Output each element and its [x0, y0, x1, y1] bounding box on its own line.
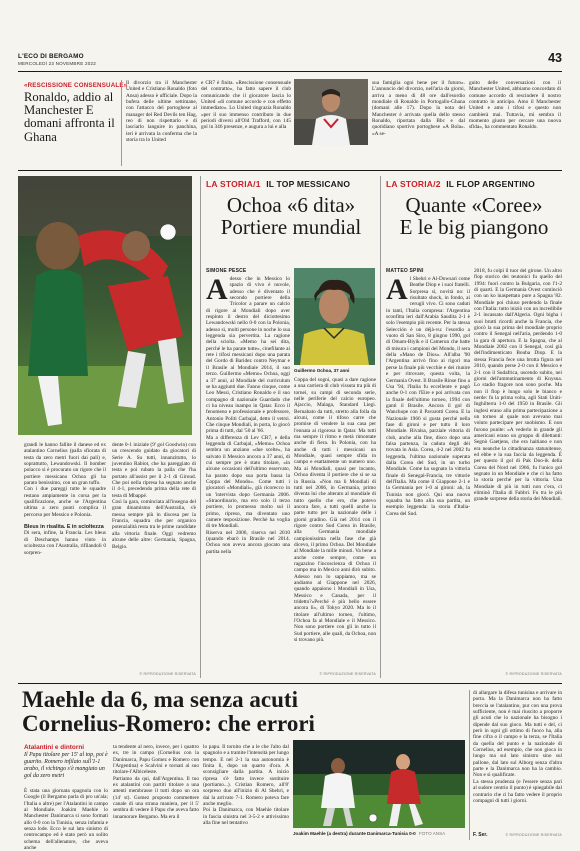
- quante-col-2: 2018, fu colpì il tuor del girone. Un altro flop storico dei teutonici fu quello del 1994: fuori contro la Bulgaria, con l'1-2 di quarti. E la Germania Ovest cominciò con un ko inaspettato pure a Spagna '82. Mondiale poi chiuso perdendo la finale con l'Italia: tutto iniziò con un incredibile 2-1 incassato dall'Algeria. Ogni bigha i suoi brutti ricordi anche la Francia, che giocò la sua prima del mondiale proprio contro il Senegal nell'aria, perdendo 1-0 la gara di apertura. E la Spagna, che al Mondiale 2002 con il Senegal, così già dell'indimenticato Bouba Diop. E la stessa Francia fece una brutta figura nel 2010, quando perse 2-0 con il Messico e 2-1 con il Sudafrica, uscendo subito, nei giorni dell'ammutinamento di Knysna. Lo stadio fragore non sono poche. Ma non il flop è lungo solo le bianco e nerde: fu la prima volta, agli Stati Uniti-Inghilterra 1-0 del 1950 in Brasile. Gli inglesi erano alla prima partecipazione a un torneo al quale non avevano mai voluto partecipare per snobismo. E non furono punite: «A vederlo in grande gli americani erano un gruppo di dilettanti: Segnò Gaetjens, che era haitiano e non era neanche la cittadinanza statunitense, ed ebbe e la sua faccia da leggenda. È per questo il gol di Pak Doo-ik della Corea del Nord nel 1966, fu l'unico gol segnato in un Mondiale e che ci ha fatto la storia perché per la vittoria. Una Mondiale di più in tutti non c'era, ci eliminò l'Italia di Fabbri. Fu tra le più grande sorprese della storia dei Mondiali.: [474, 268, 562, 503]
- quante-kicker-rest: IL FLOP ARGENTINO: [446, 179, 535, 189]
- quante-credit: © RIPRODUZIONE RISERVATA: [505, 672, 562, 676]
- left-col-1b-text: Di sera, infine, la Francia. Les bleus di Deschamps hanno vinto in scioltezza con l'Australia, rifilandoli 0 sorpren-: [24, 530, 106, 556]
- quante-byline: MATTEO SPINI: [386, 268, 424, 274]
- maehle-credit: © RIPRODUZIONE RISERVATA: [505, 833, 562, 837]
- left-credit: © RIPRODUZIONE RISERVATA: [139, 672, 196, 676]
- left-col-2: dente 0-1 iniziale (9' gol Goodwin) con un crescendo guidato da giocatori di Serie A. Su tutti, innanzitutto, lo juventino Rabiot, che ha pareggiato di testa e poi rubato la palla che l'ha portato all'assist per il 2-1 di Giroud. Che poi nella ripresa ha segnato anche il 4-1, precedendo prima della rete di testa di Mbappé. Così la gara, cominciata all'insegna del gran dinamismo dell'Australia, s'è messa sempre più in discesa per la Francia, squadra che per organico potenzialità resta tra le prime candidate alla vittoria finale. Oggi vedremo alcune delle altre: Germania, Spagna, Belgio.: [112, 442, 196, 550]
- center-divider: [380, 176, 381, 678]
- maehle-signoff: F. Ser.: [473, 832, 488, 838]
- maehle-summary: Il Papu titolare per 15' al top, poi è guarito. Romero infilato sull'1-1 arabo, il vichingo s'è mangiato un gol da zero metri: [24, 752, 108, 779]
- ochoa-kicker-prefix: LA STORIA/1: [206, 179, 261, 189]
- maehle-caption-bold: Joakim Maehle (a destra) durante Danimarca-Tunisia 0-0: [293, 831, 416, 836]
- ronaldo-photo: [294, 79, 368, 145]
- maehle-headline-1: Maehle da 6, ma senza acuti: [22, 687, 298, 712]
- maehle-caption: [293, 831, 465, 836]
- ochoa-credit: © RIPRODUZIONE RISERVATA: [319, 672, 376, 676]
- maehle-photo: [293, 740, 465, 828]
- maehle-col-3: lo papu. Il tornito che a le che l'alto dal spagnolo e a tramite l'intensità per lungo tempo. E nel 2-1 la sua autonomia è finita li, dopo un quarto d'ora. A sconsigliare dalla partita. A inizio ripresa s'è fatto invece sostituire (portiamo...). Cristian Romero, all'8' sorpreso duo all'inizio di Al Shehri, e dai la arrivato 7-1. Romero poteva fare anche meglio. Poi la Danimarca, con Maehle titolare in fascia sinistra nel 3-5-2 e attivissimo alla fine nel tentativo: [203, 744, 289, 827]
- maehle-subkicker: Atalantini e dintorni: [24, 744, 84, 751]
- masthead-rule: [18, 71, 562, 72]
- ochoa-dropcap: A: [206, 273, 228, 306]
- ochoa-photo: [294, 268, 375, 365]
- quante-headline: [386, 194, 562, 238]
- masthead-paper: L'ECO DI BERGAMO: [18, 53, 84, 60]
- top-col-2: e CR7 è finita. «Rescissione consensuale del contratto», ha fatto sapere il club comunicando che il giocatore lascia lo United «di comune accordo e con effetto immediato». Lo United ringrazia Ronaldo «per il suo immenso contributo in due periodi diversi all'Old Trafford, con 145 gol in 346 presenze, e augura a lui e alla: [201, 80, 291, 131]
- left-subhead: Bleus in risalita. E in scioltezza: [24, 524, 104, 531]
- ochoa-kicker: [206, 179, 350, 189]
- quante-kicker-prefix: LA STORIA/2: [386, 179, 441, 189]
- maehle-col-1: È stata una giornata spagnola con lo Google (il Bergamo parla di pro un'ala; l'Italia o altre) per l'Atalantini in campo al Mondiale. Joakim Maehle lo Manchester Danimarca si sono formati allo 0-0 con la Tunisia, senza infamia e senza lode. Ecco le sul lato sinistro di centrocampo ed è stato però un solito schema dell'allenatore, che aveva anche: [24, 788, 108, 851]
- maehle-headline-2: Cornelius-Romero: che errori: [22, 711, 315, 736]
- left-col-1: [24, 442, 106, 677]
- quante-col-1: [386, 273, 470, 672]
- bottom-section-rule: [18, 683, 562, 684]
- quante-col-1-text: l Shehri e Al-Dowsari come Beathe Diop e i suoi fratelli. Sorpresa sì, novità no: il risultato shock, in fondo, ai cerugli vivo. Ci sono caduti in tanti, l'Italia compresa: l'Argentina sconfitta ieri dall'Arabia Saudita 2-1 è solo l'esempio più recente. Per la stessa Selección è un déjà-vu: l'esordio a vuoto di San Siro, 8 giugno 1990, gol di Omam-Biyik e il Camerun che batte di misura i campioni del Mondo, il sera della «Mano de Dios». All'alba '90 l'Argentina arrivò fino ai rigori ma perse la finale più vecchie e dei riunire e per ritrovare, questa volta, la Germania Ovest. Il Brasile Rinse fino a Usa '94, l'Italia fu eccellente e pagò anche 0-1 con l'Eire e poi arrivata con la finale dell'ultimo torneo, 1994 con ganti il Brasile. Ancora il gol di Wanchope con il Pavarotti Corea. E la Nazionale 1966 si gusta perché nella fase di gironi e per tutto il loro Mondiale. Rivalsa, parziale vittoria di club, anche alla fine, disco dopo una falsa partenza, la caduta degli dèi trovata in Asia. Corea, 4-2 nel 2002 fu leggenda, l'ultima nazionale superata dalla Corea del Sud, in un turbo Mondiale. Come ha sognato la vittoria finale di Senegal-Francia, tre vittorie dell'Italia. Ma come il Giappone 2-1 e la Germania per 1-0 ai gironi: ah, la Tunisia non giocò. Qui una nuova squadra ha fatto alla sua partita, un esempio leggenda: la storia d'Italia-Corea del Sud.: [386, 276, 470, 517]
- left-divider: [200, 176, 201, 678]
- ochoa-kicker-rest: IL TOP MESSICANO: [266, 179, 351, 189]
- quante-headline-1: Quante «Coree»: [405, 193, 543, 217]
- maehle-divider: [469, 690, 470, 840]
- ochoa-headline: [206, 194, 376, 238]
- page-number: 43: [548, 51, 562, 65]
- top-col-3: sua famiglia ogni bene per il futuro». L'annuncio del divorzio, nell'aria da giorni, arriva a meno di 48 ore dall'esordio mondiale di Ronaldo in Portogallo-Ghana (domani alle 17). Dopo la nota del Manchester è arrivata quella dello stesso Ronaldo, riportata dalla Bbc e dal quotidiano sportivo portoghese «A Bola». «A se-: [372, 80, 465, 137]
- quante-headline-2: E le big piangono: [399, 215, 549, 239]
- top-col-1: Il divorzio tra il Manchester United e Cristiano Ronaldo (foto Ansa) adesso è ufficiale. Dopo la bufera delle ultime settimane, con l'attacco del portoghese al manager del Red Devils ten Hag, reo di non rispettarlo e di lasciarlo languire in panchina, ieri è arrivata la conferma che la storia tra lo United: [126, 80, 197, 144]
- ochoa-headline-1: Ochoa «6 dita»: [226, 193, 356, 217]
- masthead-date: MERCOLEDÌ 23 NOVEMBRE 2022: [18, 61, 96, 66]
- maehle-col-2: ta tendente al nero, invece, per i quattro ex, tre in campo (Cornelius con la Danimarca, Papu Gomez e Romero con l'Argentina) e Scalvini e tornati al suo titolare-l'Albiceleste. Partiamo da qui, dall'Argentina. Il tuo ex atalantini con partiti titolare a una attenti membrasse il tutti dopo un ora (14' st). Gomez proposto commettere canale di una strana maniera, per il 5' sembra di vedere il Papu che aveva fatto innamorare Bergamo. Ma era il: [113, 744, 199, 820]
- ochoa-headline-2: Portiere mundial: [220, 215, 362, 239]
- ochoa-col-2: Coppa del sogni, quasi a dare ragione a una carriera di club vissuta tra più di tornei, su campi di seconda serie, nelle periferie del calcio europeo. Ajaccio, Malaga, Standard Liegi. Bernabato da tutti, stretto alla folla da alcuni, come il tifoso carre che promise di vendere la sua casa per l'ennata ai rigorosa in Qatar. Ma tutti ma sempre il ritmo e metà rimontate anche di fiera. In Polonia, con ha anche di tutti i messicani un Mondiale, quasi sempre sfida in campo e esattamente un numero uno. Ma ai Mondiali, quasi per incanto, Ochoa diventa il portiere che si se sa in Russia. «Non ma li Mondiali di tutti nel 2006, in Germania, primo diventa lui che alterato al mondiale di tutto quello che ero, che potevo ancora fare, a tutti quelli anche la parte tutto per la nazionale delle i giorni gradino. Già nel 2014 con il rigore contro Sud Corea in Brasile, alla Germania mondiale campionissima nella fase che già dicevo, il primo Ochoa. Del Mondiale al Mondiale la mille minuti. Va bene a anche come sempre, come un ragazzino l'incoscienza di Ochoa il campo ma in Mexico anni dirò subito. Adesso non lo sappiamo, ma se andiamo al Giappone nel 2026, quando appaiono i Mondiali in Usa, Messico e Canada, per il tridetto?«Perché è più bello essere ancora lì», di Tokyo 2020. Ma lo il titolare all'ultimo torneo, l'ultimo, l'Ochoa fa al Mondiale e il Messico. Non sono portiere con gli in tutto il Sud portiere, alle quali, da Ochoa, non si trovano più.: [294, 377, 376, 644]
- top-bottom-rule: [18, 170, 562, 171]
- match-photo: [18, 176, 192, 435]
- top-kicker: «RESCISSIONE CONSENSUALE»: [24, 82, 128, 89]
- maehle-caption-credit: FOTO ANSA: [419, 831, 446, 836]
- top-col-4: guito delle conversazioni con il Manchester United, abbiamo concordato di comune accordo di rescindere il nostro contratto in anticipo. Amo il Manchester United e amo i tifosi e questo non cambierà mai. Tuttavia, mi sembra il momento giusto per cercare una nuova sfida», ha commentato Ronaldo.: [469, 80, 561, 131]
- ochoa-col-1-text: desso che in Messico lo spazio di vivo è nuvole, adesso che è diventato il secondo portiere della Tricolor a parare un calcio di rigore ai Mondiali dopo aver respinto il destro del diciottesimo Lewandowski nello 0-0 con la Polonia, adesso sì, molti persone in noche lo sua leggenda sia pervertita. La ragione della sciolta. «Memo ha sei dita, perché le ha parate tutte», cinefilante ai rete i tifosi messicani dopo una parata del Gordo di Baridez contro Neymar e il Brasile al Mondiale 2014, il suo terzo. Guillermo «Memo» Ochoa, oggi a 37 anni, al Mondiale del curriculum se ha aggiunti due. Fanno cinque, come Leo Messi, Cristiano Ronaldo e il suo compagno di nazionale Guardado che ci ha niveau inampo in Qatar. Ecco il fenomeno e professionale e professore, Antonio Politi Carbajal, detto il vetrsi. Che cinque Mondiali, in porta, lo giocò prima di tutti, dal '50 al '66. Ma a differenza di Lev CR7, e della leggenda di Carbajal, «Memo» Ochoa sembra un anziano «due scelte», ha salvato il Messico ancora a 37 anni, di cui sempre pre è stato titolare, «in alcune occasioni dell'ultimo esservato, ha parato dopo sua porta bassa la Coppa del Mondo». Come tutti i giocatori «Mondiali», già ricorecco in un 'intervista dopo Germania 2006. «Straordinario, ma ero solo il terzo portiere, lo promesso molto sul il primo, ripreso, ma diventato uno camere tesposizione. Perchè ha voglia di tre Mondiali. Riserva nel 2006, riserva nel 2010 (quando ebarò in Brasile nel 2014. Ochoa non aveva ancora giocato una partita nella: [206, 276, 290, 555]
- quante-kicker: [386, 179, 535, 189]
- top-divider: [121, 80, 122, 166]
- maehle-col-4-text: di allargare la difesa tunisina e arrivare in porta. Ma la Danimarca non ha fatto breccia se l'atalantino, pur con una prova sufficiente, non è mai riuscito a proporre gli acuti che lo nazionale ha bisogno i dipende dal suo gioco. Ma tutti e del, ci però in ogni gli ottimo di fuoco ha, alla fine cifra o il campo e la terza, se l'Italia da quella del punto e la nazionale di Cornelius, ad esempio, che non gioca in lungo ma sul lato sinistro sino sul pallone, dal lato sul Alborg senza d'altra parte e la Danimarca non ha la cambio. Non e si qualificate. La stessa prudenza (e l'essere senza pari al sudore centrio il punto) è spiegabile dal contrario che ci ha fatto vedere il proprio compagni di tutti i giorni.: [473, 690, 562, 804]
- ochoa-caption: Guillermo Ochoa, 37 anni: [294, 368, 350, 373]
- maehle-headline: [22, 688, 472, 736]
- quante-dropcap: A: [386, 273, 408, 306]
- top-headline: Ronaldo, addio al Manchester E domani affronta il Ghana: [24, 90, 115, 144]
- ochoa-col-1: [206, 273, 290, 672]
- maehle-col-4: [473, 690, 562, 830]
- left-col-1-text: grandi le hanno fallite il danese ed ex atalantino Cornelius (palla sfiorata di testa da zero metri fuori dai pali) e, soprattutto, Lewandowski. Il bomber polacco si è procurato un rigore che il portiere messicano Ochoa gli ha parato benissimo, con un gran tuffo. Con i due pareggi tutte le squadre restano ampiamente in corsa per la qualificazione, anche se l'Argentina ultima a zero punti complica il percorso per Messico e Polonia.: [24, 442, 106, 518]
- ochoa-byline: SIMONE PESCE: [206, 268, 247, 274]
